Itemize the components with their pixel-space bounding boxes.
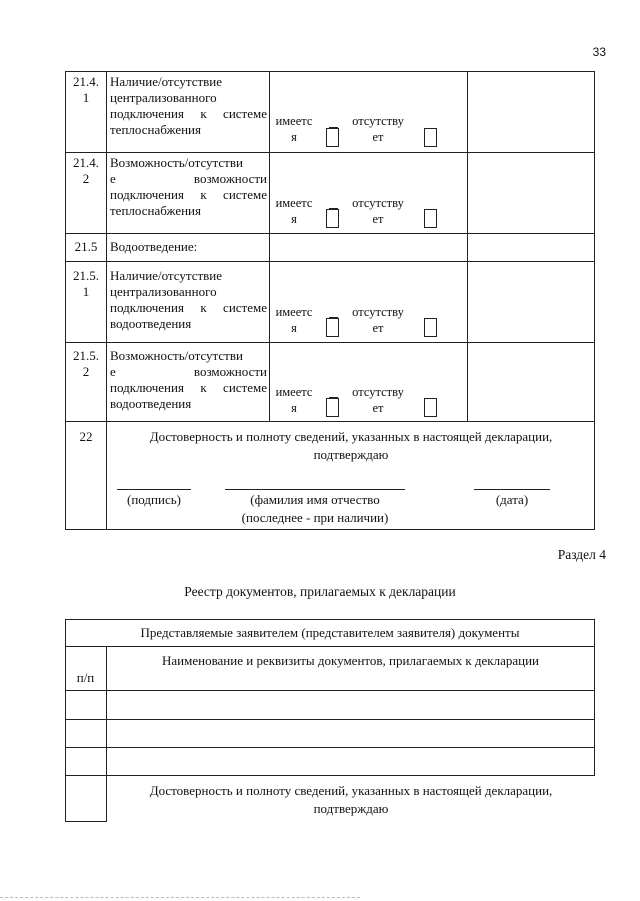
option-no-label: отсутству ет <box>352 385 404 415</box>
option-no-label: отсутству ет <box>352 305 404 335</box>
checkbox-yes[interactable] <box>326 209 339 228</box>
confirmation-statement: Достоверность и полноту сведений, указанных в настоящей декларации, подтверждаю <box>149 783 553 816</box>
section-title: Реестр документов, прилагаемых к декларации <box>184 584 456 599</box>
section-label: Раздел 4 <box>557 547 606 562</box>
row-name: Возможность/отсутстви е возможности подключения к системе теплоснабжения <box>110 155 267 218</box>
row-number: 21.5. 2 <box>73 348 99 379</box>
column-number-header: п/п <box>76 670 95 685</box>
option-yes-label: имеетс я <box>275 196 313 226</box>
checkbox-no[interactable] <box>424 128 437 147</box>
signature-label: (подпись) <box>127 492 181 507</box>
table-row[interactable] <box>107 691 594 718</box>
row-name: Наличие/отсутствие централизованного подключения к системе водоотведения <box>110 268 267 331</box>
checkbox-no[interactable] <box>424 318 437 337</box>
table-row[interactable] <box>107 748 594 774</box>
documents-registry-table <box>65 619 595 822</box>
row-number: 22 <box>79 429 93 444</box>
row-number: 21.4. 1 <box>73 74 99 105</box>
page-edge-mark <box>0 897 360 898</box>
row-number: 21.4. 2 <box>73 155 99 186</box>
full-name-label: (фамилия имя отчество (последнее - при наличии) <box>241 492 389 525</box>
table-row[interactable] <box>107 720 594 746</box>
option-yes-label: имеетс я <box>275 385 313 415</box>
column-name-header: Наименование и реквизиты документов, прилагаемых к декларации <box>162 653 539 668</box>
registry-header: Представляемые заявителем (представителем заявителя) документы <box>140 625 520 640</box>
row-name: Наличие/отсутствие централизованного подключения к системе теплоснабжения <box>110 74 267 137</box>
confirmation-statement: Достоверность и полноту сведений, указанных в настоящей декларации, подтверждаю <box>149 429 553 462</box>
row-number: 21.5. 1 <box>73 268 99 299</box>
row-name: Водоотведение: <box>110 239 198 254</box>
checkbox-no[interactable] <box>424 209 437 228</box>
declaration-table <box>65 71 595 530</box>
option-no-label: отсутству ет <box>352 196 404 226</box>
page-number: 33 <box>592 45 606 59</box>
row-number: 21.5 <box>74 239 98 254</box>
checkbox-yes[interactable] <box>326 318 339 337</box>
date-label: (дата) <box>495 492 529 507</box>
checkbox-no[interactable] <box>424 398 437 417</box>
option-yes-label: имеетс я <box>275 114 313 144</box>
option-no-label: отсутству ет <box>352 114 404 144</box>
checkbox-yes[interactable] <box>326 398 339 417</box>
option-yes-label: имеетс я <box>275 305 313 335</box>
row-name: Возможность/отсутстви е возможности подключения к системе водоотведения <box>110 348 267 411</box>
checkbox-yes[interactable] <box>326 128 339 147</box>
